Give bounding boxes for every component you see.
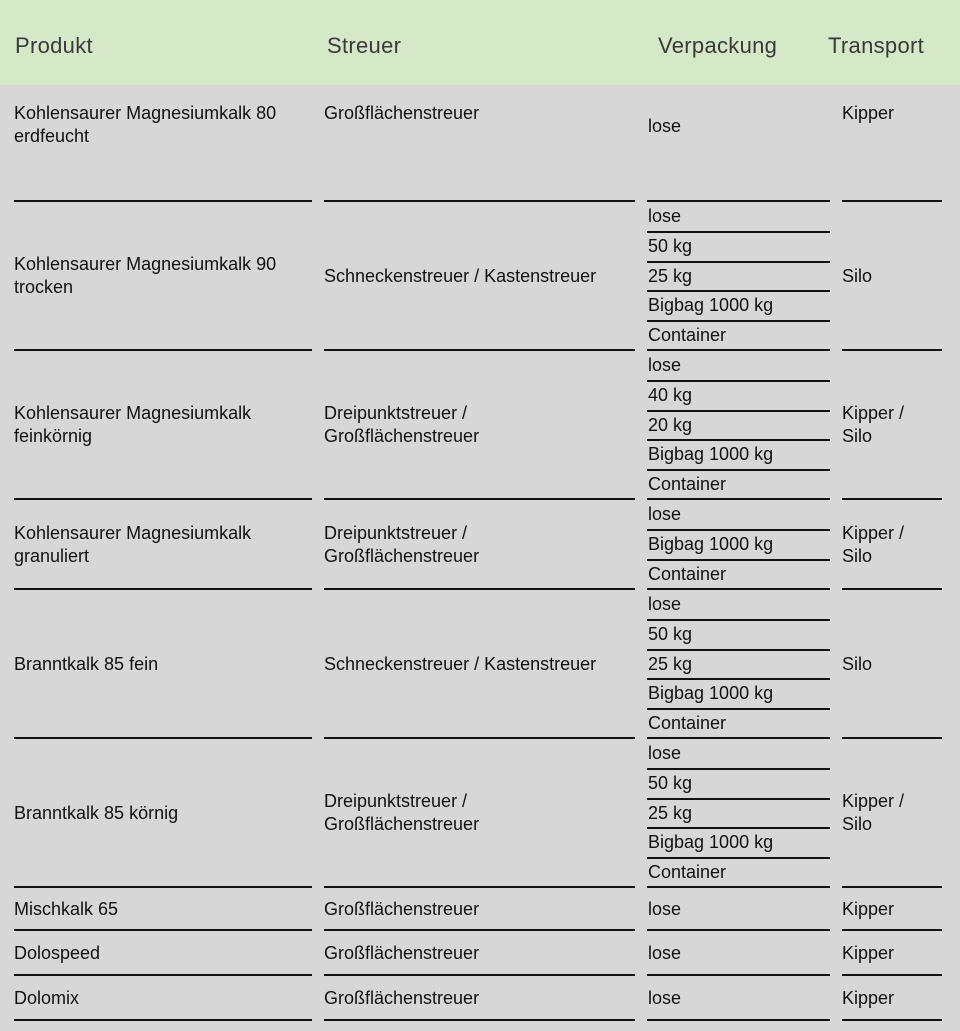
cell-transport xyxy=(842,402,904,448)
verpackung-item: lose xyxy=(648,743,682,763)
verpackung-item: 40 kg xyxy=(648,385,693,405)
transport-line: Kipper xyxy=(842,988,895,1008)
verpackung-divider xyxy=(647,529,830,531)
cell-produkt xyxy=(14,253,276,299)
table-row xyxy=(0,500,960,589)
cell-produkt xyxy=(14,102,276,148)
verpackung-divider xyxy=(647,678,830,680)
streuer-line: Schneckenstreuer / Kastenstreuer xyxy=(324,266,597,286)
verpackung-item: 50 kg xyxy=(648,236,693,256)
verpackung-item: lose xyxy=(648,594,682,614)
verpackung-item: Bigbag 1000 kg xyxy=(648,832,774,852)
cell-produkt xyxy=(14,522,251,568)
verpackung-divider xyxy=(647,798,830,800)
cell-verpackung: lose xyxy=(648,899,682,919)
verpackung-divider xyxy=(647,469,830,471)
produkt-line: Kohlensaurer Magnesiumkalk 90 xyxy=(14,254,277,274)
header-produkt: Produkt xyxy=(15,33,93,58)
cell-streuer xyxy=(324,942,479,965)
streuer-line: Dreipunktstreuer / xyxy=(324,791,468,811)
streuer-line: Großflächenstreuer xyxy=(324,546,480,566)
verpackung-item: 25 kg xyxy=(648,803,693,823)
cell-streuer xyxy=(324,987,479,1010)
table-row xyxy=(0,976,960,1020)
verpackung-divider xyxy=(647,261,830,263)
verpackung-divider xyxy=(647,290,830,292)
cell-produkt xyxy=(14,898,118,921)
cell-streuer xyxy=(324,522,479,568)
cell-verpackung: lose xyxy=(648,988,682,1008)
verpackung-item: Container xyxy=(648,862,727,882)
verpackung-divider xyxy=(647,410,830,412)
verpackung-item: Container xyxy=(648,325,727,345)
streuer-line: Schneckenstreuer / Kastenstreuer xyxy=(324,654,597,674)
transport-line: Kipper xyxy=(842,943,895,963)
streuer-line: Großflächenstreuer xyxy=(324,814,480,834)
verpackung-divider xyxy=(647,559,830,561)
verpackung-item: Bigbag 1000 kg xyxy=(648,444,774,464)
streuer-line: Großflächenstreuer xyxy=(324,899,480,919)
produkt-line: Kohlensaurer Magnesiumkalk xyxy=(14,523,252,543)
cell-streuer xyxy=(324,653,596,676)
row-divider xyxy=(14,1019,312,1021)
verpackung-divider xyxy=(647,649,830,651)
produkt-line: granuliert xyxy=(14,546,90,566)
transport-line: Kipper xyxy=(842,899,895,919)
cell-transport xyxy=(842,790,904,836)
cell-transport xyxy=(842,898,894,921)
transport-line: Silo xyxy=(842,546,873,566)
transport-line: Kipper / xyxy=(842,791,905,811)
transport-line: Kipper / xyxy=(842,403,905,423)
cell-transport xyxy=(842,942,894,965)
cell-streuer xyxy=(324,402,479,448)
verpackung-item: lose xyxy=(648,355,682,375)
verpackung-item: Bigbag 1000 kg xyxy=(648,295,774,315)
row-divider xyxy=(647,1019,830,1021)
verpackung-item: Bigbag 1000 kg xyxy=(648,683,774,703)
verpackung-item: 20 kg xyxy=(648,415,693,435)
table-row xyxy=(0,351,960,499)
verpackung-divider xyxy=(647,380,830,382)
cell-streuer xyxy=(324,790,479,836)
produkt-line: Dolomix xyxy=(14,988,80,1008)
verpackung-divider xyxy=(647,708,830,710)
verpackung-divider xyxy=(647,857,830,859)
produkt-line: Dolospeed xyxy=(14,943,101,963)
header-verpackung: Verpackung xyxy=(658,33,778,58)
verpackung-item: 25 kg xyxy=(648,654,693,674)
table-row xyxy=(0,85,960,201)
cell-verpackung: lose xyxy=(648,943,682,963)
produkt-line: trocken xyxy=(14,277,74,297)
cell-transport xyxy=(842,987,894,1010)
verpackung-divider xyxy=(647,827,830,829)
cell-streuer xyxy=(324,102,479,125)
transport-line: Silo xyxy=(842,426,873,446)
cell-transport xyxy=(842,102,894,125)
header-transport: Transport xyxy=(828,33,925,58)
cell-transport xyxy=(842,265,872,288)
transport-line: Silo xyxy=(842,814,873,834)
cell-produkt xyxy=(14,942,100,965)
streuer-line: Dreipunktstreuer / xyxy=(324,523,468,543)
cell-verpackung: lose xyxy=(648,116,682,136)
verpackung-item: Bigbag 1000 kg xyxy=(648,534,774,554)
transport-line: Kipper xyxy=(842,103,895,123)
table-row xyxy=(0,202,960,350)
streuer-line: Großflächenstreuer xyxy=(324,988,480,1008)
streuer-line: Großflächenstreuer xyxy=(324,103,480,123)
verpackung-item: Container xyxy=(648,713,727,733)
table-row xyxy=(0,590,960,738)
table-row xyxy=(0,888,960,930)
verpackung-divider xyxy=(647,619,830,621)
verpackung-item: 50 kg xyxy=(648,773,693,793)
produkt-line: feinkörnig xyxy=(14,426,93,446)
produkt-line: Kohlensaurer Magnesiumkalk xyxy=(14,403,252,423)
streuer-line: Dreipunktstreuer / xyxy=(324,403,468,423)
transport-line: Silo xyxy=(842,654,873,674)
header-streuer: Streuer xyxy=(327,33,402,58)
cell-transport xyxy=(842,522,904,568)
produkt-line: Branntkalk 85 körnig xyxy=(14,803,179,823)
cell-produkt xyxy=(14,653,158,676)
verpackung-item: lose xyxy=(648,206,682,226)
verpackung-item: Container xyxy=(648,564,727,584)
table-row xyxy=(0,931,960,975)
streuer-line: Großflächenstreuer xyxy=(324,426,480,446)
cell-produkt xyxy=(14,987,79,1010)
transport-line: Silo xyxy=(842,266,873,286)
verpackung-divider xyxy=(647,231,830,233)
produkt-line: Kohlensaurer Magnesiumkalk 80 xyxy=(14,103,277,123)
verpackung-item: lose xyxy=(648,504,682,524)
row-divider xyxy=(324,1019,635,1021)
verpackung-item: Container xyxy=(648,474,727,494)
verpackung-divider xyxy=(647,320,830,322)
cell-produkt xyxy=(14,802,178,825)
produkt-line: erdfeucht xyxy=(14,126,90,146)
table-row xyxy=(0,739,960,887)
verpackung-divider xyxy=(647,439,830,441)
cell-produkt xyxy=(14,402,251,448)
produkt-line: Mischkalk 65 xyxy=(14,899,119,919)
verpackung-divider xyxy=(647,768,830,770)
verpackung-item: 25 kg xyxy=(648,266,693,286)
table-header xyxy=(0,0,960,85)
transport-line: Kipper / xyxy=(842,523,905,543)
cell-streuer xyxy=(324,898,479,921)
streuer-line: Großflächenstreuer xyxy=(324,943,480,963)
cell-streuer xyxy=(324,265,596,288)
row-divider xyxy=(842,1019,942,1021)
produkt-line: Branntkalk 85 fein xyxy=(14,654,159,674)
verpackung-item: 50 kg xyxy=(648,624,693,644)
cell-transport xyxy=(842,653,872,676)
